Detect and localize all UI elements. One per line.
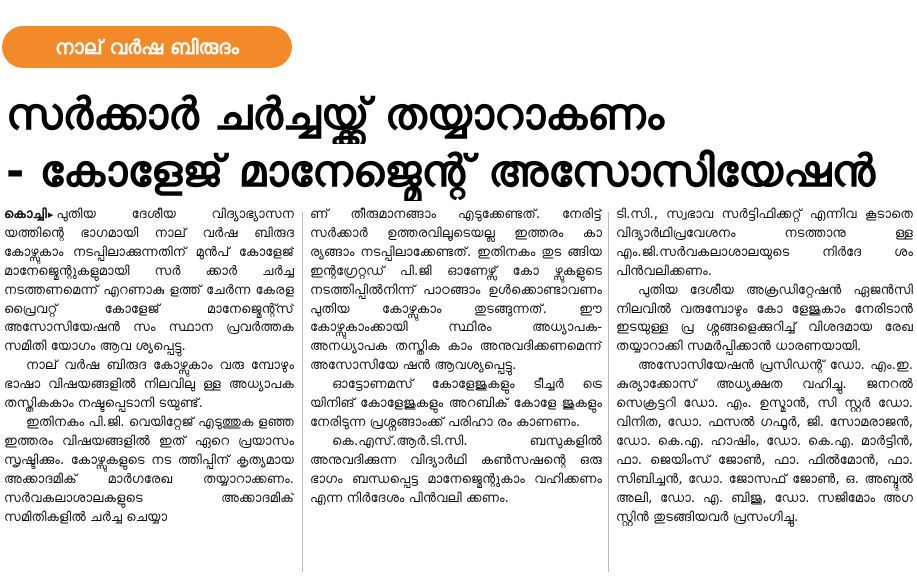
article-paragraph: ണ് തീരുമാനങ്ങാം എടുക്കേണ്ടത്. നേരിട്ട് സർക്കാർ ഉത്തരവിലൂടെയല്ല ഇത്തരം കാ ര്യങ്ങാം നടപ്പിലാക്കേണ്ടത്. ഇതിനകം തുട ങ്ങിയ ഇന്റഗ്രേറ്റഡ് പി.ജി ഓണേഴ്സ് കോ ഴ്സുകളുടെ നടത്തിപ്പിൽനിന്ന് പാഠങ്ങാം ഉൾക്കൊണ്ടാവണം പുതിയ കോഴ്സുകാം തുടങ്ങുന്നത്. ഈ കോഴ്സുകാംക്കായി സ്ഥിരം അധ്യാപക-അനധ്യാപക തസ്തിക കാം അനുവദിക്കണമെന്ന് അസോസിയേ ഷൻ ആവശ്യപ്പെട്ടു. bbox=[310, 207, 602, 374]
article-paragraph: കെ.എസ്.ആർ.ടി.സി. ബസുകളിൽ അനുവദിക്കുന്ന വിദ്യാർഥി കൺസഷന്റെ ഒരു ഭാഗം ബന്ധപ്പെട്ട മാനേജ്മെന്റുകാം വഹിക്കണം എന്ന നിർദേശം പിൻവലി ക്കണം. bbox=[310, 433, 602, 506]
article-paragraph: ഇതിനകം പി.ജി. വെയിറ്റേജ് എടുത്തുക ളഞ്ഞ ഇത്തരം വിഷയങ്ങളിൽ ഇത് ഏറെ പ്രയാസം സൃഷ്ടിക്കും. കോഴ്സുകളുടെ നട ത്തിപ്പിന് കൃത്യമായ അക്കാദമിക് മാർഗരേഖ തയ്യാറാക്കണം. സർവകലാശാലകളുടെ അക്കാദമിക് സമിതികളിൽ ചർച്ച ചെയ്യാ bbox=[4, 414, 294, 525]
article-paragraph bbox=[4, 206, 294, 357]
headline-line-2: - കോളേജ് മാനേജ്മെന്റ് അസോസിയേഷൻ bbox=[6, 146, 876, 197]
column-divider bbox=[302, 212, 303, 572]
article-paragraph: നാല് വർഷ ബിരുദ കോഴ്സുകാം വരു മ്പോഴും ഭാഷാ വിഷയങ്ങളിൽ നിലവിലു ള്ള അധ്യാപക തസ്തികകാം നഷ്ടപ്പെടാനി ടയുണ്ട്. bbox=[4, 358, 294, 412]
headline-line-1: സർക്കാർ ചർച്ചയ്ക്ക് തയ്യാറാകണം bbox=[6, 89, 665, 140]
paragraph-text: പുതിയ ദേശീയ വിദ്യാഭ്യാസന യത്തിന്റെ ഭാഗമായി നാല് വർഷ ബിരുദ കോഴ്സുകാം നടപ്പിലാക്കുന്നതിന് മുൻപ് കോളേജ് മാനേജ്മെന്റുകളുമായി സർ ക്കാർ ചർച്ച നടത്തണമെന്ന് എറണാകു ളത്ത് ചേർന്ന കേരള പ്രൈവറ്റ് കോളേജ് മാനേജ്മെന്റ്സ് അസോസിയേഷൻ സം സ്ഥാന പ്രവർത്തക സമിതി യോഗം ആവ ശ്യപ്പെട്ടു. bbox=[4, 207, 294, 355]
article-paragraph: ഓട്ടോണമസ് കോളേജുകളും ടീച്ചർ ട്രെ യിനിങ് കോളേജുകളും അറബിക് കോളേ ജുകളും നേരിടുന്ന പ്രശ്നങ്ങാംക്ക് പരിഹാ രം കാണണം. bbox=[310, 377, 602, 430]
dateline-marker-icon: ▸ bbox=[47, 208, 54, 221]
article-paragraph: ടി.സി., സ്വഭാവ സർട്ടിഫിക്കറ്റ് എന്നിവ കൂടാതെ വിദ്യാർഥിപ്രവേശനം നടത്താനു ള്ള എം.ജി.സർവകലാശാലയുടെ നിർദേ ശം പിൻവലിക്കണം. bbox=[616, 207, 913, 279]
section-kicker: നാല് വർഷ ബിരുദം bbox=[2, 26, 292, 68]
dateline: കൊച്ചി bbox=[4, 207, 47, 222]
article-column-3 bbox=[616, 206, 913, 578]
article-column-2 bbox=[310, 206, 602, 578]
article-paragraph: അസോസിയേഷൻ പ്രസിഡന്റ് ഡോ. എം.ഇ. കുര്യാക്കോസ് അധ്യക്ഷത വഹിച്ചു. ജനറൽ സെക്രട്ടറി ഡോ. എം. ഉസ്മാൻ, സി സ്റ്റർ ഡോ. വിനിത, ഡോ. ഫസൽ ഗഫൂർ, ജി. സോമരാജൻ, ഡോ. കെ.എ. ഹാഷിം, ഡോ. കെ.എ. മാർട്ടിൻ, ഫാ. ജെയിംസ് ജോൺ, ഫാ. ഫിൽമോൻ, ഫാ. സിബിച്ചൻ, ഡോ. ജോസഫ് ജോൺ, ഒ. അബ്ദുൽ അലി, ഡോ. എ. ബിജു, ഡോ. സജിമോം അഗ സ്റ്റിൻ തുടങ്ങിയവർ പ്രസംഗിച്ചു. bbox=[616, 358, 913, 525]
column-divider bbox=[608, 212, 609, 572]
article-column-1 bbox=[4, 206, 294, 578]
article-paragraph: പുതിയ ദേശീയ അക്രഡിറ്റേഷൻ ഏജൻസി നിലവിൽ വരുമ്പോഴും കോ ളേജുകാം നേരിടാൻ ഇടയുള്ള പ്ര ശ്നങ്ങളെക്കുറിച്ച് വിശദമായ രേഖ തയ്യാറാക്കി സമർപ്പിക്കാൻ ധാരണയായി. bbox=[616, 282, 913, 355]
